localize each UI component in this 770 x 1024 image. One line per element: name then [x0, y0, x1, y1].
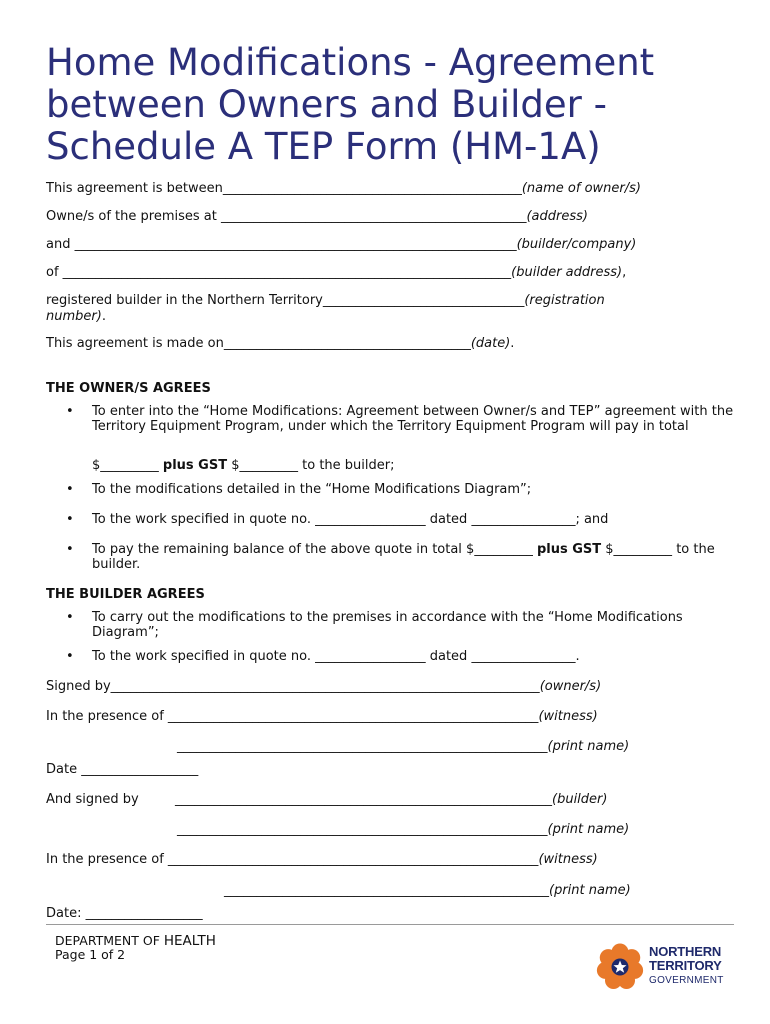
date-line-1[interactable]: Date __________________: [46, 762, 199, 777]
print-name-field[interactable]: _________________________________________________________: [177, 822, 548, 837]
registration-hint: (registration: [524, 293, 605, 308]
premises-line: [46, 209, 588, 225]
date-line-2[interactable]: Date: __________________: [46, 906, 203, 921]
department-prefix: DEPARTMENT OF: [55, 933, 164, 948]
witness-line-2: [46, 852, 598, 868]
owner-section-heading: THE OWNER/S AGREES: [46, 381, 211, 396]
plus-gst-label: plus GST: [162, 458, 228, 473]
print-name-line-3: [224, 883, 631, 899]
date-hint: (date): [470, 336, 511, 351]
punctuation: .: [510, 336, 515, 351]
builder-signature-line: [175, 792, 607, 808]
builder-section-heading: THE BUILDER AGREES: [46, 587, 205, 602]
builder-address-hint: (builder address): [511, 265, 623, 280]
owner-signature-field[interactable]: Signed by__________________________________________________________________: [46, 679, 540, 694]
agreement-between-field[interactable]: This agreement is between______________________________________________: [46, 181, 522, 196]
builder-item-2[interactable]: To the work specified in quote no. _________________ dated ________________.: [92, 649, 580, 664]
owner-item-1: To enter into the “Home Modifications: Agreement between Owner/s and TEP” agreement with the Territory Equipment Program, under which the Territory Equipment Program will pay in total: [92, 404, 734, 434]
bullet-icon: •: [66, 542, 74, 557]
registration-line-2: [46, 309, 106, 325]
bullet-icon: •: [66, 512, 74, 527]
flower-emblem-icon: [595, 942, 645, 992]
builder-company-field[interactable]: and ____________________________________________________________________: [46, 237, 517, 252]
registration-field[interactable]: registered builder in the Northern Territory_______________________________: [46, 293, 525, 308]
page-title: Home Modifications - Agreement between Owners and Builder - Schedule A TEP Form (HM-1A): [46, 41, 655, 168]
owner-item-2: To the modifications detailed in the “Home Modifications Diagram”;: [92, 482, 532, 497]
witness-hint: (witness): [538, 852, 598, 867]
owner-name-hint: (name of owner/s): [521, 181, 641, 196]
logo-line-1: NORTHERN: [649, 944, 722, 959]
date-made-line: [46, 336, 514, 352]
department-label: [55, 934, 216, 948]
builder-company-hint: (builder/company): [516, 237, 637, 252]
balance-gst-text: $_________ to the builder.: [92, 542, 715, 572]
print-name-hint: (print name): [547, 739, 630, 754]
print-name-line-2: [177, 822, 629, 838]
punctuation: .: [101, 309, 106, 324]
logo-line-2: TERRITORY: [649, 958, 722, 973]
witness-hint: (witness): [538, 709, 598, 724]
agreement-date-field[interactable]: This agreement is made on______________________________________: [46, 336, 471, 351]
footer-divider: [46, 924, 734, 925]
witness-signature-field[interactable]: In the presence of _________________________________________________________: [46, 709, 539, 724]
and-signed-label: And signed by: [46, 792, 139, 807]
print-name-line-1: [177, 739, 629, 755]
builder-hint: (builder): [552, 792, 608, 807]
punctuation: ,: [622, 265, 627, 280]
owner-item-3[interactable]: To the work specified in quote no. _________________ dated ________________; and: [92, 512, 609, 527]
print-name-field[interactable]: _________________________________________________________: [177, 739, 548, 754]
owner-hint: (owner/s): [539, 679, 602, 694]
witness-line-1: [46, 709, 598, 725]
plus-gst-label: plus GST: [536, 542, 602, 557]
witness-signature-field[interactable]: In the presence of _________________________________________________________: [46, 852, 539, 867]
gst-amount-field[interactable]: $_________ to the builder;: [227, 458, 395, 473]
builder-address-line: [46, 265, 626, 281]
bullet-icon: •: [66, 610, 74, 625]
builder-item-1: To carry out the modifications to the premises in accordance with the “Home Modifications Diagram”;: [92, 610, 683, 640]
nt-government-logo: [595, 942, 740, 992]
builder-signature-field[interactable]: __________________________________________________________: [175, 792, 552, 807]
registration-hint-cont: number): [46, 309, 102, 324]
print-name-hint: (print name): [549, 883, 631, 898]
agreement-between-line: [46, 181, 641, 197]
page-number: Page 1 of 2: [55, 947, 126, 962]
print-name-field[interactable]: __________________________________________________: [224, 883, 549, 898]
bullet-icon: •: [66, 649, 74, 664]
print-name-hint: (print name): [547, 822, 630, 837]
registration-line: [46, 293, 605, 309]
premises-address-field[interactable]: Owne/s of the premises at _______________________________________________: [46, 209, 527, 224]
builder-line: [46, 237, 636, 253]
department-name: HEALTH: [163, 933, 216, 949]
address-hint: (address): [526, 209, 588, 224]
owner-amount-line: [92, 458, 742, 473]
tep-amount-field[interactable]: $_________: [92, 458, 163, 473]
signed-by-line: [46, 679, 601, 695]
owner-item-4[interactable]: [92, 542, 742, 572]
balance-text: To pay the remaining balance of the above quote in total $_________: [92, 542, 537, 557]
logo-line-3: GOVERNMENT: [649, 975, 724, 986]
builder-address-field[interactable]: of _____________________________________________________________________: [46, 265, 512, 280]
bullet-icon: •: [66, 404, 74, 419]
bullet-icon: •: [66, 482, 74, 497]
